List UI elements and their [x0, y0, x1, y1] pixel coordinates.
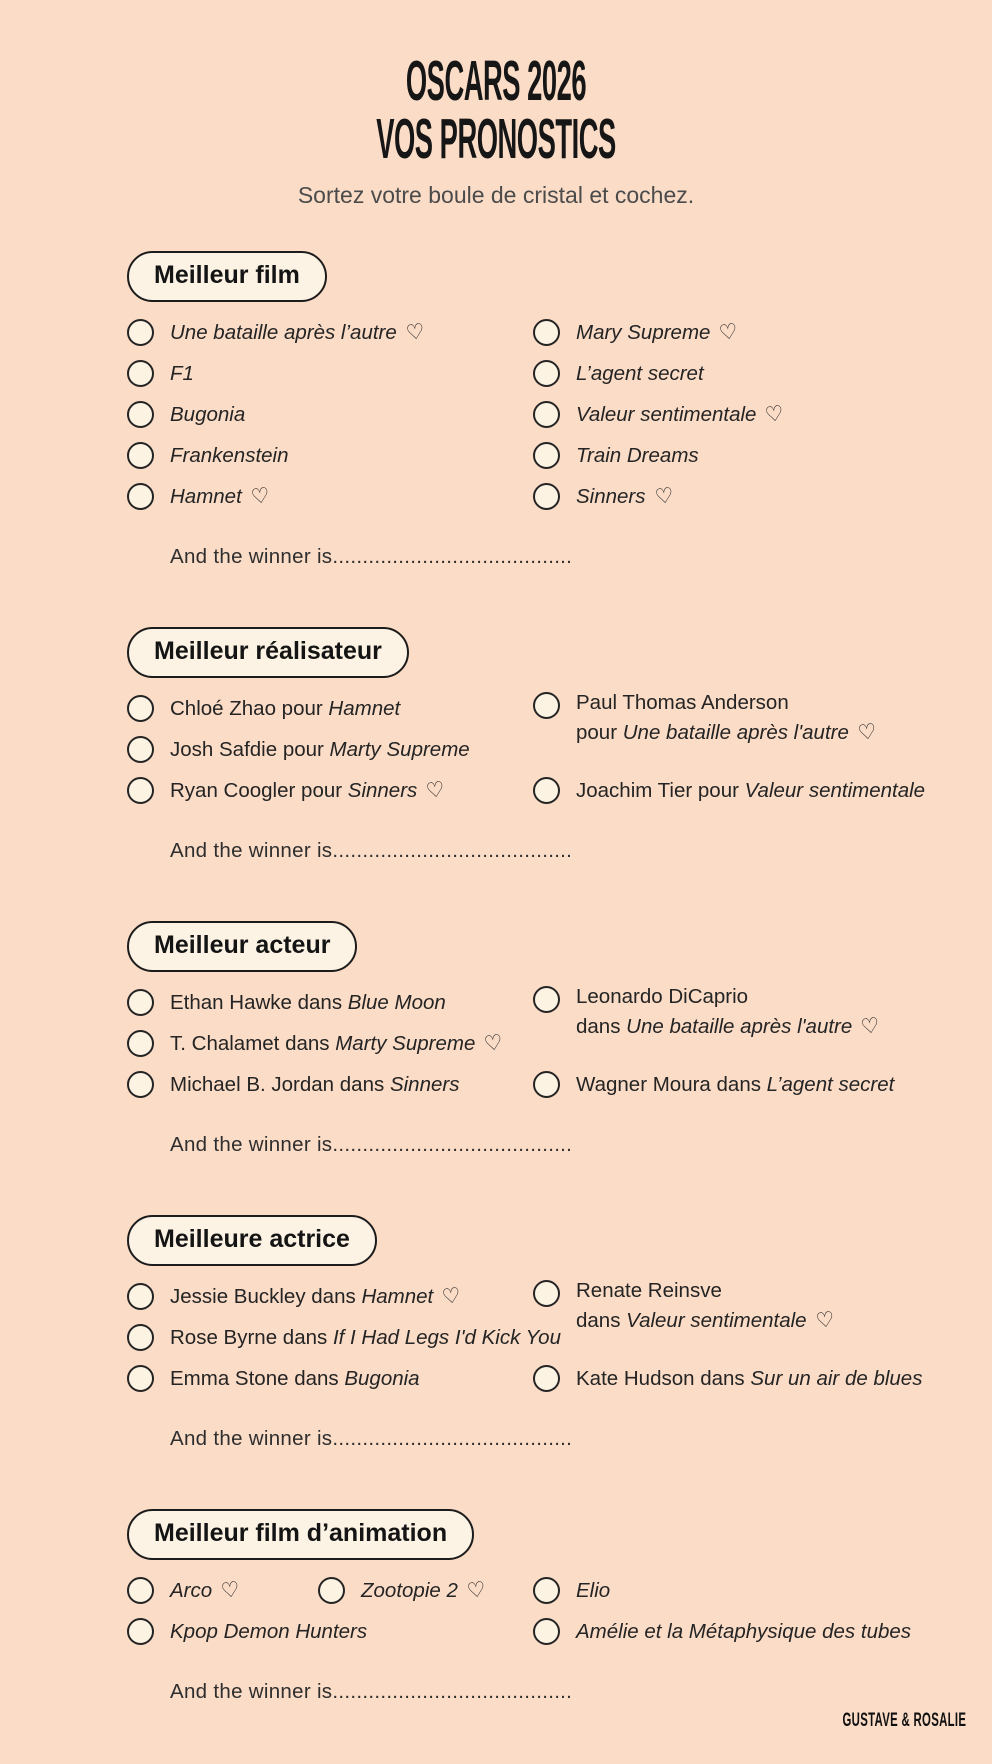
heart-icon: ♡	[859, 1013, 882, 1040]
option-label: Frankenstein	[170, 443, 289, 467]
radio-circle[interactable]	[533, 1618, 560, 1645]
option-label: Arco ♡	[170, 1577, 242, 1604]
radio-circle[interactable]	[127, 319, 154, 346]
option-row	[127, 982, 533, 1023]
options-column	[533, 688, 964, 811]
winner-line: And the winner is........................................	[170, 1427, 573, 1450]
radio-circle[interactable]	[318, 1577, 345, 1604]
radio-circle[interactable]	[127, 1365, 154, 1392]
winner-line: And the winner is........................................	[170, 1680, 573, 1703]
option-label: Rose Byrne dans If I Had Legs I'd Kick You	[170, 1325, 561, 1349]
option-label: Ryan Coogler pour Sinners ♡	[170, 777, 447, 804]
option-label: Paul Thomas Anderson pour Une bataille après l'autre ♡	[576, 688, 877, 748]
option-row	[533, 688, 964, 758]
option-label: Amélie et la Métaphysique des tubes	[576, 1619, 912, 1643]
radio-circle[interactable]	[533, 360, 560, 387]
category-section	[127, 251, 964, 569]
heart-icon: ♡	[219, 1577, 242, 1604]
heart-icon: ♡	[424, 777, 447, 804]
heart-icon: ♡	[465, 1577, 488, 1604]
radio-circle[interactable]	[127, 360, 154, 387]
options-column	[127, 982, 533, 1105]
subtitle: Sortez votre boule de cristal et cochez.	[297, 182, 695, 208]
option-row	[127, 1570, 318, 1611]
radio-circle[interactable]	[533, 1071, 560, 1098]
option-row	[127, 1611, 368, 1652]
option-row	[533, 476, 964, 517]
title-line-1: OSCARS 2026	[405, 49, 587, 113]
radio-circle[interactable]	[127, 695, 154, 722]
option-row	[533, 1276, 964, 1346]
winner-line: And the winner is........................................	[170, 545, 573, 568]
options-columns	[127, 1276, 964, 1399]
radio-circle[interactable]	[127, 1618, 154, 1645]
options-column	[127, 1570, 368, 1652]
option-label: Ethan Hawke dans Blue Moon	[170, 990, 446, 1014]
option-row	[533, 1064, 964, 1105]
winner-line: And the winner is........................................	[170, 839, 573, 862]
option-label: Michael B. Jordan dans Sinners	[170, 1072, 460, 1096]
winner-line: And the winner is........................................	[170, 1133, 573, 1156]
radio-circle[interactable]	[127, 1283, 154, 1310]
option-row	[533, 1611, 964, 1652]
radio-circle[interactable]	[127, 736, 154, 763]
ballot-sections	[0, 251, 992, 1704]
option-row	[127, 1064, 533, 1105]
category-title-pill: Meilleur réalisateur	[127, 627, 409, 678]
radio-circle[interactable]	[127, 442, 154, 469]
option-row	[127, 476, 533, 517]
category-title-pill: Meilleur film d’animation	[127, 1509, 474, 1560]
option-row	[127, 1276, 533, 1317]
option-row	[127, 353, 533, 394]
title-line-2: VOS PRONOSTICS	[376, 107, 616, 171]
option-label: Train Dreams	[576, 443, 699, 467]
options-columns	[127, 312, 964, 517]
category-title-pill: Meilleur acteur	[127, 921, 357, 972]
heart-icon: ♡	[717, 319, 740, 346]
option-label: Chloé Zhao pour Hamnet	[170, 696, 401, 720]
radio-circle[interactable]	[127, 483, 154, 510]
radio-circle[interactable]	[127, 1071, 154, 1098]
option-row	[533, 435, 964, 476]
options-columns	[127, 688, 964, 811]
option-row	[533, 394, 964, 435]
radio-circle[interactable]	[127, 1030, 154, 1057]
radio-circle[interactable]	[127, 989, 154, 1016]
option-row	[318, 1570, 533, 1611]
option-label: Valeur sentimentale ♡	[576, 401, 786, 428]
category-section	[127, 921, 964, 1157]
option-row	[533, 982, 964, 1052]
options-column	[533, 1276, 964, 1399]
option-row	[127, 1358, 533, 1399]
category-title-pill: Meilleure actrice	[127, 1215, 377, 1266]
options-column	[318, 1570, 533, 1652]
option-label: Bugonia	[170, 402, 246, 426]
category-section	[127, 1509, 964, 1704]
option-label: Leonardo DiCaprio dans Une bataille après l'autre ♡	[576, 982, 880, 1042]
options-columns	[127, 982, 964, 1105]
option-row	[533, 353, 964, 394]
option-label: Josh Safdie pour Marty Supreme	[170, 737, 470, 761]
category-title-pill: Meilleur film	[127, 251, 327, 302]
option-label: Sinners ♡	[576, 483, 675, 510]
radio-circle[interactable]	[127, 1577, 154, 1604]
option-row	[127, 435, 533, 476]
option-label: T. Chalamet dans Marty Supreme ♡	[170, 1030, 505, 1057]
page-title	[0, 49, 992, 171]
options-column	[127, 1276, 561, 1399]
header	[0, 0, 992, 209]
radio-circle[interactable]	[533, 442, 560, 469]
radio-circle[interactable]	[533, 401, 560, 428]
option-row	[127, 770, 533, 811]
heart-icon: ♡	[249, 483, 272, 510]
option-label: Jessie Buckley dans Hamnet ♡	[170, 1283, 463, 1310]
option-label: Joachim Tier pour Valeur sentimentale	[576, 778, 926, 802]
radio-circle[interactable]	[533, 777, 560, 804]
radio-circle[interactable]	[127, 1324, 154, 1351]
option-label: Une bataille après l’autre ♡	[170, 319, 427, 346]
options-column	[533, 982, 964, 1105]
options-column	[533, 1570, 964, 1652]
heart-icon: ♡	[856, 719, 879, 746]
option-row	[533, 1358, 964, 1399]
options-columns	[127, 1570, 964, 1652]
option-label: L’agent secret	[576, 361, 704, 385]
option-row	[127, 1317, 561, 1358]
radio-circle[interactable]	[533, 1577, 560, 1604]
option-row	[127, 394, 533, 435]
option-label: Emma Stone dans Bugonia	[170, 1366, 420, 1390]
radio-circle[interactable]	[533, 1365, 560, 1392]
brand-logo: GUSTAVE & ROSALIE	[842, 1710, 966, 1731]
heart-icon: ♡	[763, 401, 786, 428]
heart-icon: ♡	[653, 483, 675, 510]
option-label: Mary Supreme ♡	[576, 319, 740, 346]
option-row	[533, 770, 964, 811]
category-section	[127, 627, 964, 863]
radio-circle[interactable]	[533, 692, 560, 719]
radio-circle[interactable]	[533, 483, 560, 510]
radio-circle[interactable]	[533, 319, 560, 346]
option-row	[533, 1570, 964, 1611]
option-row	[127, 1023, 533, 1064]
option-row	[533, 312, 964, 353]
radio-circle[interactable]	[127, 777, 154, 804]
option-label: Hamnet ♡	[170, 483, 272, 510]
option-row	[127, 729, 533, 770]
option-label: Renate Reinsve dans Valeur sentimentale ♡	[576, 1276, 834, 1336]
options-column	[127, 688, 533, 811]
option-label: Zootopie 2 ♡	[361, 1577, 488, 1604]
option-label: Wagner Moura dans L’agent secret	[576, 1072, 895, 1096]
option-label: Kpop Demon Hunters	[170, 1619, 368, 1643]
radio-circle[interactable]	[127, 401, 154, 428]
options-column	[127, 312, 533, 517]
category-section	[127, 1215, 964, 1451]
option-row	[127, 312, 533, 353]
radio-circle[interactable]	[533, 986, 560, 1013]
heart-icon: ♡	[482, 1030, 505, 1057]
options-column	[533, 312, 964, 517]
heart-icon: ♡	[440, 1283, 463, 1310]
option-row	[127, 688, 533, 729]
option-label: Elio	[576, 1578, 611, 1602]
option-label: Kate Hudson dans Sur un air de blues	[576, 1366, 923, 1390]
radio-circle[interactable]	[533, 1280, 560, 1307]
option-label: F1	[170, 361, 194, 385]
heart-icon: ♡	[814, 1307, 836, 1334]
heart-icon: ♡	[404, 319, 427, 346]
